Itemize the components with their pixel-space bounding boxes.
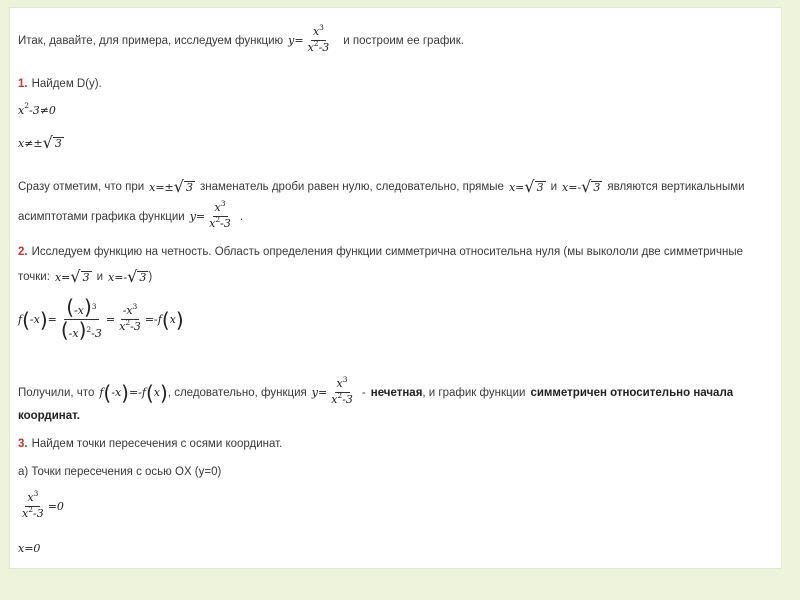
domain-note-line2 (18, 199, 244, 231)
function-formula: y= $\frac{x^3}{x^2-3}$ (311, 375, 353, 406)
result-line1 (18, 375, 734, 407)
emphasis-coordinates: координат. (18, 410, 80, 422)
intro-text-after: и построим ее график. (343, 34, 464, 47)
function-formula: y= $\frac{x^3}{x^2-3}$ (189, 199, 231, 230)
text: . (239, 210, 244, 223)
formula-x-minus-sqrt3: x=- √ 3 (108, 267, 147, 286)
text: точки: (18, 271, 50, 283)
step-number: 3. (18, 438, 28, 450)
formula-x-minus-sqrt3: x=- √ 3 (562, 177, 601, 196)
text: Сразу отметим, что при (18, 181, 145, 193)
step-number: 2. (18, 246, 28, 258)
intro-line (18, 23, 464, 55)
step-text: Найдем точки пересечения с осями координат. (31, 438, 283, 450)
function-formula: y= $\frac{x^3}{x^2-3}$ (288, 23, 330, 54)
text: асимптотами графика функции (18, 210, 185, 223)
emphasis-odd: нечетная (370, 386, 423, 399)
formula-x-pm-sqrt3: x=± √ 3 (149, 177, 193, 196)
formula-denominator-nonzero: x 2 -3≠0 (18, 101, 56, 117)
document-page (10, 8, 781, 568)
step-text: Найдем D(y). (31, 78, 102, 90)
formula-fraction-equals-zero: $\frac{x^3}{x^2-3}$ =0 (22, 489, 64, 520)
text: , и график функции (422, 386, 526, 399)
formula-x-equals-zero: x=0 (18, 542, 41, 555)
text: ) (148, 271, 153, 283)
formula-x-not-pm-sqrt3: x≠± √ 3 (18, 133, 62, 152)
text: и (96, 271, 103, 283)
intro-text: Итак, давайте, для примера, исследуем функцию (18, 34, 284, 47)
formula-odd-identity: f ( -x ) =-f ( x ) (99, 380, 168, 405)
text: Получили, что (18, 386, 95, 399)
step-3a-text (18, 466, 221, 478)
emphasis-symmetric: симметричен относительно начала (530, 386, 734, 399)
result-line2 (18, 410, 80, 422)
text: , следовательно, функция (167, 386, 307, 399)
step-2-heading (18, 246, 743, 258)
formula-x-sqrt3: x= √ 3 (54, 267, 90, 286)
step-number: 1. (18, 78, 28, 90)
step-text: Исследуем функцию на четность. Область определения функции симметрична относительна нуля (мы выкололи две симметричные (31, 246, 743, 258)
text: и (550, 181, 558, 193)
text: а) Точки пересечения с осью OX (y=0) (18, 466, 222, 478)
parity-formula: f ( -x ) = $\frac{(-x)^3}{(-x)^2-3}$ = $\frac{-x^3}{x^2-3}$ =-f ( x ) (18, 295, 184, 342)
formula-x-sqrt3: x= √ 3 (508, 177, 544, 196)
text: знаменатель дроби равен нулю, следовательно, прямые (199, 181, 504, 193)
step-1-heading (18, 78, 102, 90)
step-3-heading (18, 438, 282, 450)
text: - (361, 386, 366, 399)
domain-note-line1 (18, 177, 745, 196)
step-2-line2 (18, 267, 153, 286)
text: являются вертикальными (607, 181, 745, 193)
